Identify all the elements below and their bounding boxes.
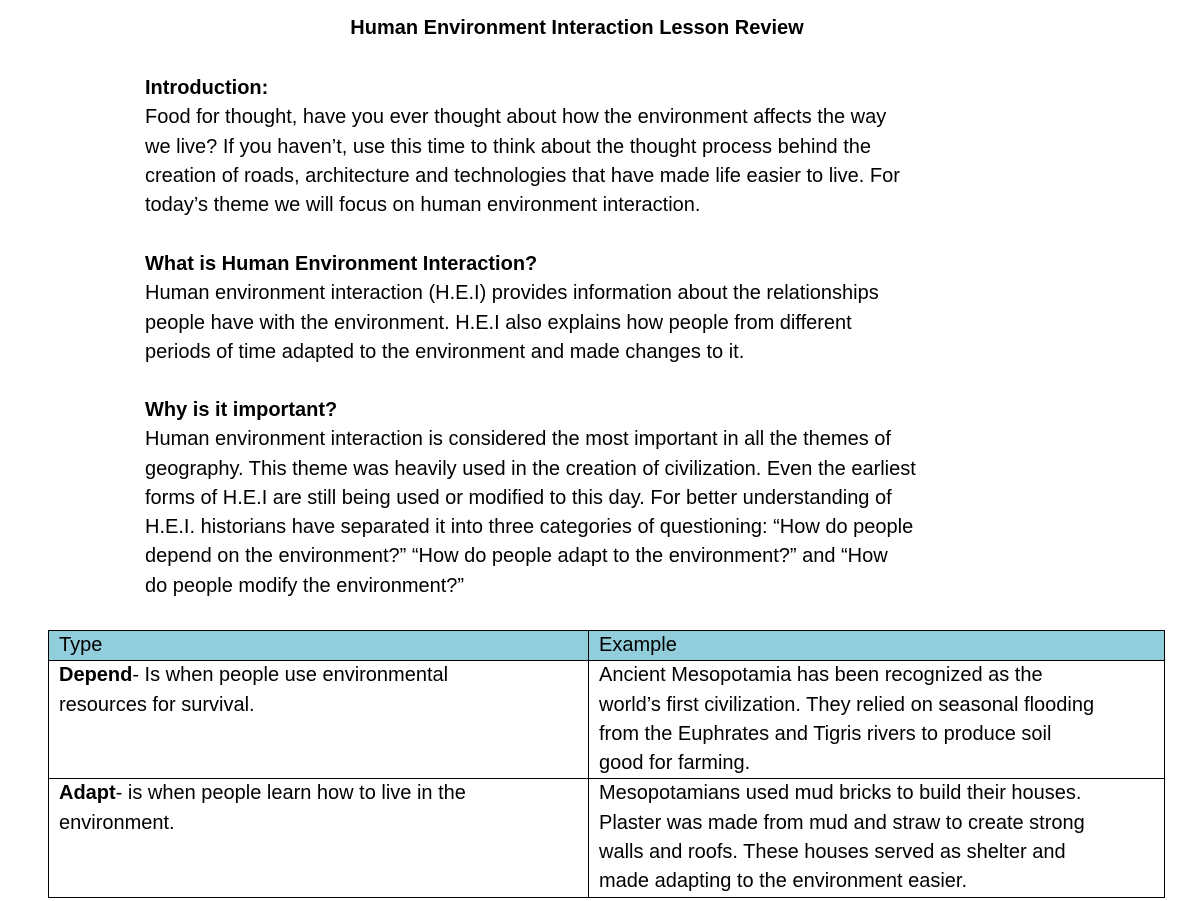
text-line: do people modify the environment?” — [145, 574, 465, 597]
type-text: environment. — [59, 811, 175, 834]
example-text: Plaster was made from mud and straw to create strong — [599, 811, 1085, 834]
text-line: creation of roads, architecture and technologies that have made life easier to live. For — [145, 164, 900, 187]
type-text: - Is when people use environmental — [132, 664, 449, 687]
text-line: Human environment interaction (H.E.I) provides information about the relationships — [145, 282, 879, 305]
section-heading: Why is it important? — [145, 399, 338, 421]
text-line: we live? If you haven’t, use this time to think about the thought process behind the — [145, 135, 872, 158]
example-text: from the Euphrates and Tigris rivers to produce soil — [599, 722, 1052, 745]
example-text: Mesopotamians used mud bricks to build their houses. — [599, 782, 1082, 805]
hei-types-table — [48, 630, 1165, 898]
section-heading: What is Human Environment Interaction? — [145, 253, 538, 275]
table-header-row — [49, 631, 1165, 661]
type-term: Depend — [59, 664, 133, 687]
text-line: periods of time adapted to the environment and made changes to it. — [145, 340, 745, 363]
type-term: Adapt — [59, 782, 116, 805]
example-text: Ancient Mesopotamia has been recognized as the — [599, 664, 1043, 687]
type-text: resources for survival. — [59, 693, 255, 716]
text-line: H.E.I. historians have separated it into three categories of questioning: “How do people — [145, 516, 914, 539]
type-cell — [49, 661, 589, 779]
example-cell — [589, 779, 1165, 897]
section-why-important — [145, 396, 916, 601]
header-example: Example — [589, 631, 1165, 661]
section-what-is-hei — [145, 250, 879, 367]
header-type: Type — [49, 631, 589, 661]
text-line: Food for thought, have you ever thought about how the environment affects the way — [145, 106, 887, 129]
example-text: world’s first civilization. They relied on seasonal flooding — [599, 693, 1095, 716]
text-line: today’s theme we will focus on human environment interaction. — [145, 194, 701, 217]
table-row — [49, 779, 1165, 897]
type-cell — [49, 779, 589, 897]
example-text: made adapting to the environment easier. — [599, 870, 968, 893]
example-text: walls and roofs. These houses served as shelter and — [599, 841, 1066, 864]
example-cell — [589, 661, 1165, 779]
text-line: geography. This theme was heavily used in the creation of civilization. Even the earliest — [145, 457, 916, 480]
section-heading: Introduction: — [145, 77, 269, 99]
document-title: Human Environment Interaction Lesson Review — [350, 17, 804, 39]
text-line: Human environment interaction is considered the most important in all the themes of — [145, 428, 891, 451]
table-row — [49, 661, 1165, 779]
type-text: - is when people learn how to live in the — [115, 782, 466, 805]
text-line: people have with the environment. H.E.I also explains how people from different — [145, 311, 852, 334]
text-line: depend on the environment?” “How do people adapt to the environment?” and “How — [145, 545, 888, 568]
example-text: good for farming. — [599, 752, 751, 775]
section-introduction — [145, 74, 900, 220]
text-line: forms of H.E.I are still being used or modified to this day. For better understanding of — [145, 486, 892, 509]
